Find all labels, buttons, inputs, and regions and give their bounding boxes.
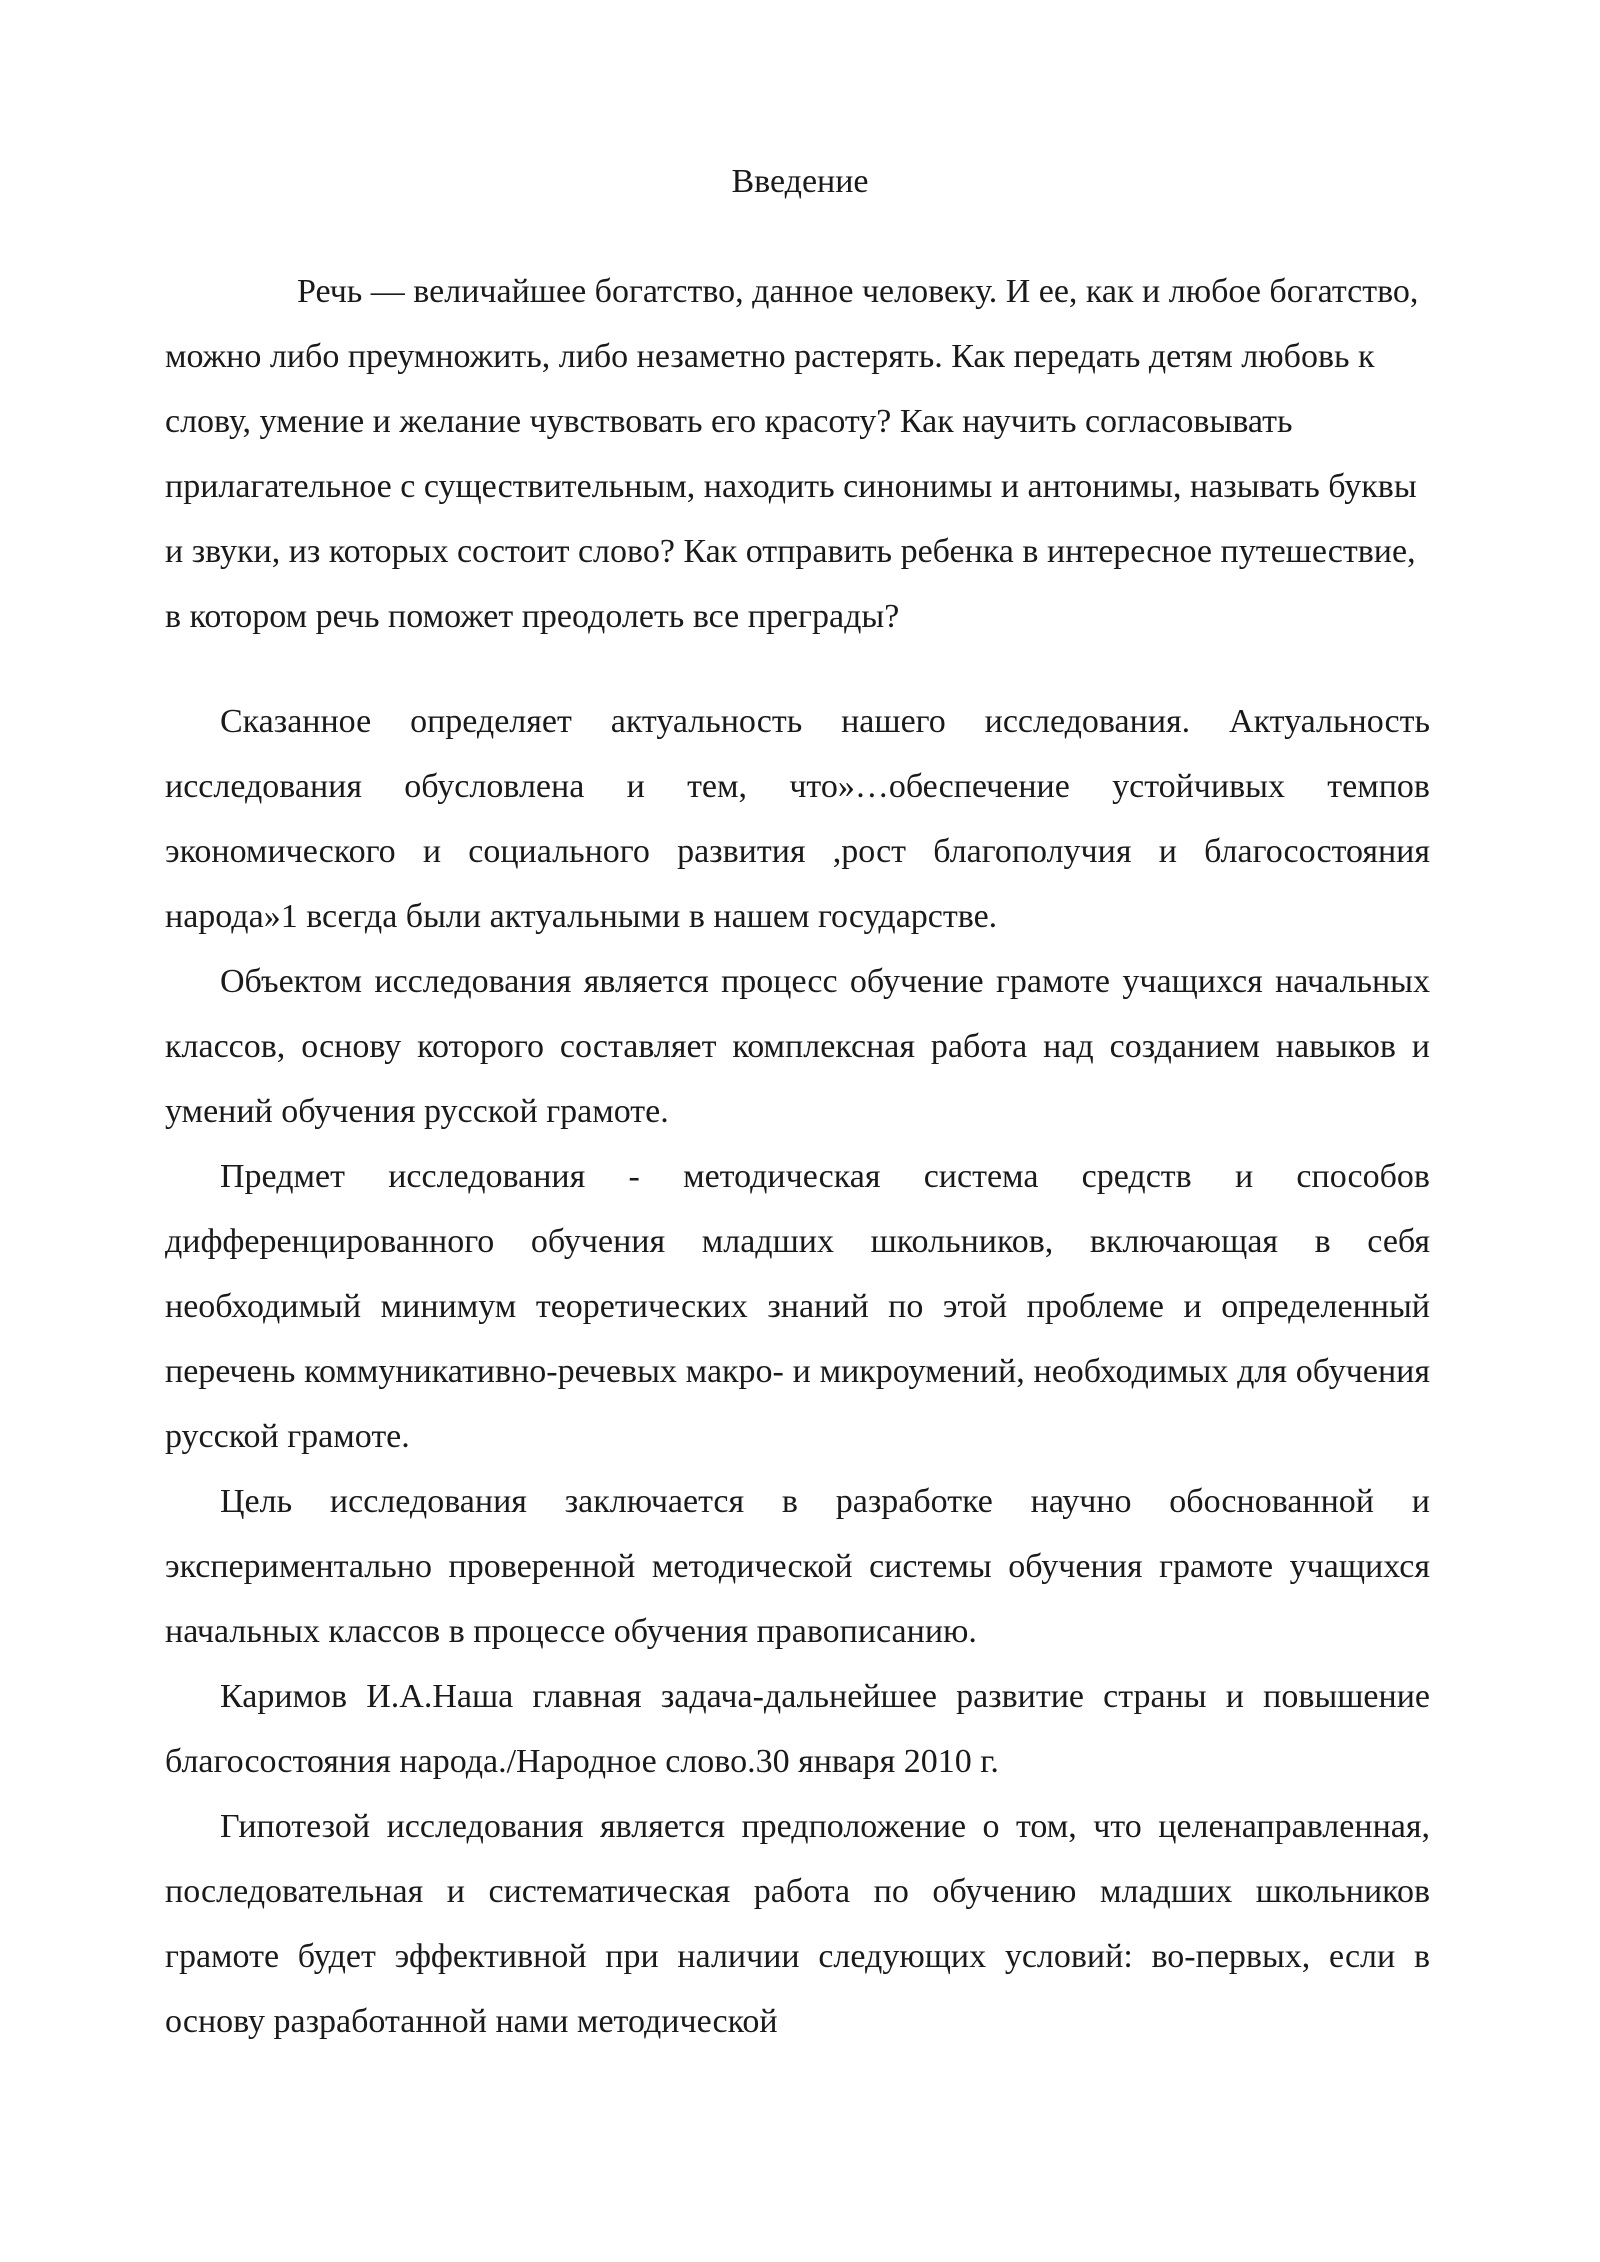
- paragraph-goal: Цель исследования заключается в разработке научно обоснованной и экспериментально проверенной методической системы обучения грамоте учащихся начальных классов в процессе обучения правописанию.: [165, 1483, 1430, 1650]
- document-title: Введение: [731, 163, 869, 200]
- paragraph-relevance: Сказанное определяет актуальность нашего исследования. Актуальность исследования обусловлена и тем, что»…обеспечение устойчивых темпов экономического и социального развития ,рост благополучия и благосостояния народа»1 всегда были актуальными в нашем государстве.: [165, 703, 1430, 935]
- paragraph-footnote: Каримов И.А.Наша главная задача-дальнейшее развитие страны и повышение благосостояния народа./Народное слово.30 января 2010 г.: [165, 1678, 1430, 1780]
- paragraph-intro: Речь — величайшее богатство, данное человеку. И ее, как и любое богатство, можно либо преумножить, либо незаметно растерять. Как передать детям любовь к слову, умение и желание чувствовать его красоту? Как научить согласовывать прилагательное с существительным, находить синонимы и антонимы, называть буквы и звуки, из которых состоит слово? Как отправить ребенка в интересное путешествие, в котором речь поможет преодолеть все преграды?: [165, 273, 1419, 635]
- paragraph-subject: Предмет исследования - методическая система средств и способов дифференцированного обучения младших школьников, включающая в себя необходимый минимум теоретических знаний по этой проблеме и определенный перечень коммуникативно-речевых макро- и микроумений, необходимых для обучения русской грамоте.: [165, 1158, 1430, 1455]
- paragraph-object: Объектом исследования является процесс обучение грамоте учащихся начальных классов, основу которого составляет комплексная работа над созданием навыков и умений обучения русской грамоте.: [165, 963, 1430, 1130]
- paragraph-hypothesis: Гипотезой исследования является предположение о том, что целенаправленная, последовательная и систематическая работа по обучению младших школьников грамоте будет эффективной при наличии следующих условий: во-первых, если в основу разработанной нами методической: [165, 1808, 1430, 2040]
- document-body: [165, 259, 1430, 2054]
